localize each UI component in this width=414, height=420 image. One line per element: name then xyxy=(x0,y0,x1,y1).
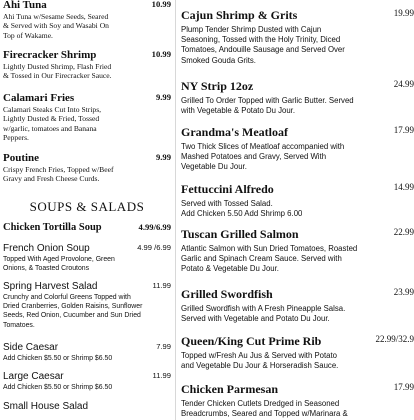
item-name: Calamari Fries xyxy=(3,92,75,104)
item-price: 23.99 xyxy=(393,287,414,297)
item-price: 11.99 xyxy=(152,281,171,290)
item-price: 10.99 xyxy=(151,49,171,59)
item-name: Small House Salad xyxy=(3,401,89,412)
item-name: Large Caesar xyxy=(3,371,64,382)
item-price: 4.99 /6.99 xyxy=(137,243,171,252)
item-price: 24.99 xyxy=(393,79,414,89)
menu-item-poutine xyxy=(3,152,171,184)
item-name: Chicken Tortilla Soup xyxy=(3,222,102,233)
item-price: 7.99 xyxy=(156,342,171,351)
menu-item-grilled-swordfish xyxy=(181,287,414,324)
item-description: Crispy French Fries, Topped w/Beef Gravy and Fresh Cheese Curds. xyxy=(3,165,114,184)
item-name: Spring Harvest Salad xyxy=(3,281,98,292)
item-name: Side Caesar xyxy=(3,342,59,353)
menu-item-ahi-tuna xyxy=(3,0,171,40)
menu-item-tuscan-grilled-salmon xyxy=(181,227,414,275)
menu-item-spring-harvest-salad xyxy=(3,281,171,330)
item-name: Queen/King Cut Prime Rib xyxy=(181,334,322,348)
item-name: Cajun Shrimp & Grits xyxy=(181,8,298,22)
item-price: 11.99 xyxy=(152,371,171,380)
menu-item-fettuccini-alfredo xyxy=(181,182,414,219)
item-description: Grilled Swordfish with A Fresh Pineapple Salsa. Served with Vegetable and Potato Du Jour. xyxy=(181,304,346,324)
item-description: Atlantic Salmon with Sun Dried Tomatoes, Roasted Garlic and Spinach Cream Sauce. Served with Potato & Vegetable Du Jour. xyxy=(181,244,358,274)
right-column xyxy=(181,0,414,420)
item-name: Tuscan Grilled Salmon xyxy=(181,227,299,241)
left-column xyxy=(3,0,171,420)
item-name: Grandma's Meatloaf xyxy=(181,125,288,139)
item-name: Ahi Tuna xyxy=(3,0,47,11)
section-title-soups-salads: SOUPS & SALADS xyxy=(29,199,145,214)
item-price: 9.99 xyxy=(155,152,171,162)
menu-item-firecracker-shrimp xyxy=(3,49,171,81)
menu-item-large-caesar xyxy=(3,371,171,392)
item-price: 17.99 xyxy=(393,125,414,135)
column-divider xyxy=(175,0,176,420)
item-price: 9.99 xyxy=(155,92,171,102)
item-name: Grilled Swordfish xyxy=(181,287,273,301)
item-description: Served with Tossed Salad. Add Chicken 5.50 Add Shrimp 6.00 xyxy=(181,199,303,219)
menu-item-grandmas-meatloaf xyxy=(181,125,414,173)
item-description: Topped With Aged Provolone, Green Onions, & Toasted Croutons xyxy=(3,256,115,273)
item-description: Ahi Tuna w/Sesame Seeds, Seared & Served with Soy and Wasabi On Top of Wakame. xyxy=(3,12,109,40)
item-price: 22.99 xyxy=(393,227,414,237)
item-description: Plump Tender Shrimp Dusted with Cajun Seasoning, Tossed with the Holy Trinity, Diced Tomatoes, Andouille Sausage and Served Over Smoked Gouda Grits. xyxy=(181,25,345,65)
item-name: NY Strip 12oz xyxy=(181,79,254,93)
item-name: Firecracker Shrimp xyxy=(3,49,97,61)
item-price: 14.99 xyxy=(393,182,414,192)
item-price: 17.99 xyxy=(393,382,414,392)
item-description: Topped w/Fresh Au Jus & Served with Potato and Vegetable Du Jour & Horseradish Sauce. xyxy=(181,351,339,371)
menu-item-french-onion-soup xyxy=(3,243,171,273)
menu-item-ny-strip xyxy=(181,79,414,116)
item-price: 19.99 xyxy=(393,8,414,18)
menu-item-cajun-shrimp-grits xyxy=(181,8,414,66)
item-name: French Onion Soup xyxy=(3,243,90,254)
item-price: 22.99/32.9 xyxy=(375,334,414,344)
item-name: Chicken Parmesan xyxy=(181,382,278,396)
item-description: Lightly Dusted Shrimp, Flash Fried & Tossed in Our Firecracker Sauce. xyxy=(3,62,112,81)
menu-item-chicken-tortilla-soup xyxy=(3,222,171,233)
item-description: Tender Chicken Cutlets Dredged in Seasoned Breadcrumbs, Seared and Topped w/Marinara & xyxy=(181,399,348,419)
item-description: Grilled To Order Topped with Garlic Butter. Served with Vegetable & Potato Du Jour. xyxy=(181,96,354,116)
item-description: Calamari Steaks Cut Into Strips, Lightly Dusted & Fried, Tossed w/garlic, tomatoes and Banana Peppers. xyxy=(3,105,102,143)
item-description: Add Chicken $5.50 or Shrimp $6.50 xyxy=(3,355,113,362)
item-price: 4.99/6.99 xyxy=(138,222,171,232)
menu-item-small-house-salad xyxy=(3,401,171,412)
item-description: Crunchy and Colorful Greens Topped with Dried Cranberries, Golden Raisins, Sunflower Seeds, Red Onion, Cucumber and Sun Dried Tomatoes. xyxy=(3,294,143,329)
item-price: 10.99 xyxy=(151,0,171,9)
menu-item-prime-rib xyxy=(181,334,414,371)
menu-item-chicken-parmesan xyxy=(181,382,414,419)
item-name: Fettuccini Alfredo xyxy=(181,182,274,196)
menu-item-calamari-fries xyxy=(3,92,171,143)
item-description: Two Thick Slices of Meatloaf accompanied with Mashed Potatoes and Gravy, Served With Vegetable Du Jour. xyxy=(181,142,345,172)
item-name: Poutine xyxy=(3,152,40,164)
menu-item-side-caesar xyxy=(3,342,171,363)
item-description: Add Chicken $5.50 or Shrimp $6.50 xyxy=(3,384,113,391)
